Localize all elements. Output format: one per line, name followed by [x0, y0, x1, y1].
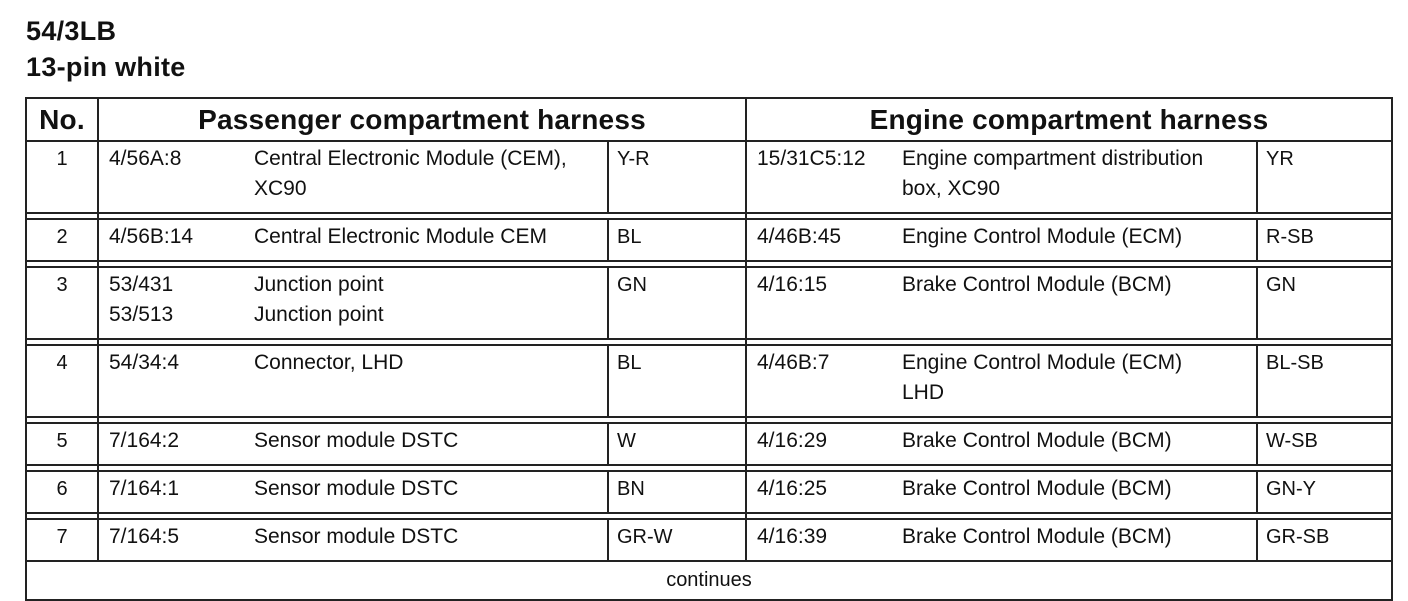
engine-terminal-code — [747, 222, 902, 260]
engine-component-desc-line: Brake Control Module (BCM) — [902, 477, 1172, 500]
passenger-terminal-code — [99, 348, 254, 416]
passenger-terminal-code — [99, 522, 254, 560]
engine-terminal-code-line: 4/16:15 — [757, 273, 828, 296]
table-body — [26, 141, 1392, 561]
passenger-harness-cell — [98, 267, 746, 339]
passenger-component-desc — [254, 222, 607, 260]
passenger-component-desc — [254, 426, 607, 464]
passenger-terminal-code-line: 7/164:2 — [109, 429, 180, 452]
passenger-wire-color: BL — [607, 220, 745, 260]
passenger-terminal-code — [99, 426, 254, 464]
engine-harness-cell — [746, 141, 1392, 213]
engine-wire-color: GN — [1256, 268, 1391, 338]
engine-terminal-code-line: 4/16:39 — [757, 525, 828, 548]
engine-terminal-code-line: 15/31C5:12 — [757, 147, 866, 170]
engine-harness-cell — [746, 267, 1392, 339]
table-row — [26, 519, 1392, 561]
passenger-terminal-code — [99, 144, 254, 212]
passenger-harness-cell — [98, 519, 746, 561]
engine-harness-cell — [746, 423, 1392, 465]
continues-note: continues — [26, 561, 1392, 600]
passenger-terminal-code-line: 7/164:5 — [109, 525, 180, 548]
table-row — [26, 423, 1392, 465]
passenger-harness-cell — [98, 423, 746, 465]
passenger-terminal-code-line: 53/513 — [109, 303, 174, 326]
header-engine-harness: Engine compartment harness — [746, 98, 1392, 141]
table-row — [26, 345, 1392, 417]
pin-number: 4 — [26, 345, 98, 417]
engine-component-desc — [902, 144, 1256, 212]
passenger-component-desc — [254, 522, 607, 560]
table-row — [26, 141, 1392, 213]
passenger-terminal-code — [99, 222, 254, 260]
pinout-table — [25, 97, 1393, 601]
engine-component-desc-line: Brake Control Module (BCM) — [902, 273, 1172, 296]
passenger-component-desc — [254, 474, 607, 512]
engine-wire-color: GN-Y — [1256, 472, 1391, 512]
passenger-component-desc-line: Central Electronic Module (CEM), — [254, 147, 567, 170]
passenger-component-desc-line: XC90 — [254, 177, 307, 200]
engine-component-desc — [902, 474, 1256, 512]
pin-number: 7 — [26, 519, 98, 561]
engine-terminal-code-line: 4/16:29 — [757, 429, 828, 452]
engine-component-desc-line: Brake Control Module (BCM) — [902, 525, 1172, 548]
passenger-component-desc — [254, 348, 607, 416]
engine-component-desc-line: Engine Control Module (ECM) — [902, 351, 1183, 374]
passenger-harness-cell — [98, 219, 746, 261]
engine-terminal-code-line: 4/46B:45 — [757, 225, 842, 248]
passenger-component-desc — [254, 144, 607, 212]
passenger-component-desc-line: Junction point — [254, 273, 384, 296]
passenger-harness-cell — [98, 471, 746, 513]
engine-harness-cell — [746, 219, 1392, 261]
engine-wire-color: BL-SB — [1256, 346, 1391, 416]
engine-terminal-code-line: 4/16:25 — [757, 477, 828, 500]
passenger-wire-color: GN — [607, 268, 745, 338]
engine-terminal-code — [747, 144, 902, 212]
passenger-wire-color: W — [607, 424, 745, 464]
passenger-terminal-code-line: 53/431 — [109, 273, 174, 296]
pin-number: 6 — [26, 471, 98, 513]
passenger-wire-color: BL — [607, 346, 745, 416]
passenger-harness-cell — [98, 141, 746, 213]
engine-terminal-code — [747, 426, 902, 464]
engine-component-desc — [902, 222, 1256, 260]
passenger-component-desc-line: Sensor module DSTC — [254, 477, 459, 500]
engine-wire-color: GR-SB — [1256, 520, 1391, 560]
table-header-row — [26, 98, 1392, 141]
engine-terminal-code — [747, 348, 902, 416]
table-row — [26, 471, 1392, 513]
engine-terminal-code — [747, 270, 902, 338]
passenger-terminal-code-line: 54/34:4 — [109, 351, 180, 374]
passenger-component-desc-line: Connector, LHD — [254, 351, 404, 374]
pin-number: 2 — [26, 219, 98, 261]
passenger-terminal-code — [99, 474, 254, 512]
engine-component-desc-line: LHD — [902, 381, 945, 404]
pin-number: 5 — [26, 423, 98, 465]
passenger-wire-color: Y-R — [607, 142, 745, 212]
engine-terminal-code — [747, 474, 902, 512]
engine-component-desc-line: Engine compartment distribution — [902, 147, 1204, 170]
passenger-wire-color: GR-W — [607, 520, 745, 560]
engine-component-desc-line: Brake Control Module (BCM) — [902, 429, 1172, 452]
passenger-component-desc-line: Central Electronic Module CEM — [254, 225, 547, 248]
passenger-harness-cell — [98, 345, 746, 417]
table-row — [26, 219, 1392, 261]
passenger-component-desc-line: Sensor module DSTC — [254, 429, 459, 452]
engine-terminal-code — [747, 522, 902, 560]
passenger-component-desc-line: Sensor module DSTC — [254, 525, 459, 548]
header-no: No. — [26, 98, 98, 141]
passenger-terminal-code-line: 4/56B:14 — [109, 225, 194, 248]
passenger-component-desc — [254, 270, 607, 338]
pin-number: 3 — [26, 267, 98, 339]
connector-description-heading: 13-pin white — [26, 52, 186, 82]
engine-component-desc — [902, 426, 1256, 464]
passenger-wire-color: BN — [607, 472, 745, 512]
engine-component-desc-line: box, XC90 — [902, 177, 1001, 200]
engine-wire-color: YR — [1256, 142, 1391, 212]
engine-harness-cell — [746, 519, 1392, 561]
engine-terminal-code-line: 4/46B:7 — [757, 351, 830, 374]
engine-wire-color: R-SB — [1256, 220, 1391, 260]
passenger-terminal-code-line: 4/56A:8 — [109, 147, 182, 170]
header-passenger-harness: Passenger compartment harness — [98, 98, 746, 141]
engine-harness-cell — [746, 471, 1392, 513]
passenger-component-desc-line: Junction point — [254, 303, 384, 326]
engine-component-desc — [902, 270, 1256, 338]
passenger-terminal-code — [99, 270, 254, 338]
engine-component-desc-line: Engine Control Module (ECM) — [902, 225, 1183, 248]
engine-component-desc — [902, 348, 1256, 416]
table-row — [26, 267, 1392, 339]
engine-component-desc — [902, 522, 1256, 560]
footer-row — [26, 561, 1392, 600]
engine-harness-cell — [746, 345, 1392, 417]
connector-id-heading: 54/3LB — [26, 16, 117, 46]
engine-wire-color: W-SB — [1256, 424, 1391, 464]
pin-number: 1 — [26, 141, 98, 213]
passenger-terminal-code-line: 7/164:1 — [109, 477, 180, 500]
